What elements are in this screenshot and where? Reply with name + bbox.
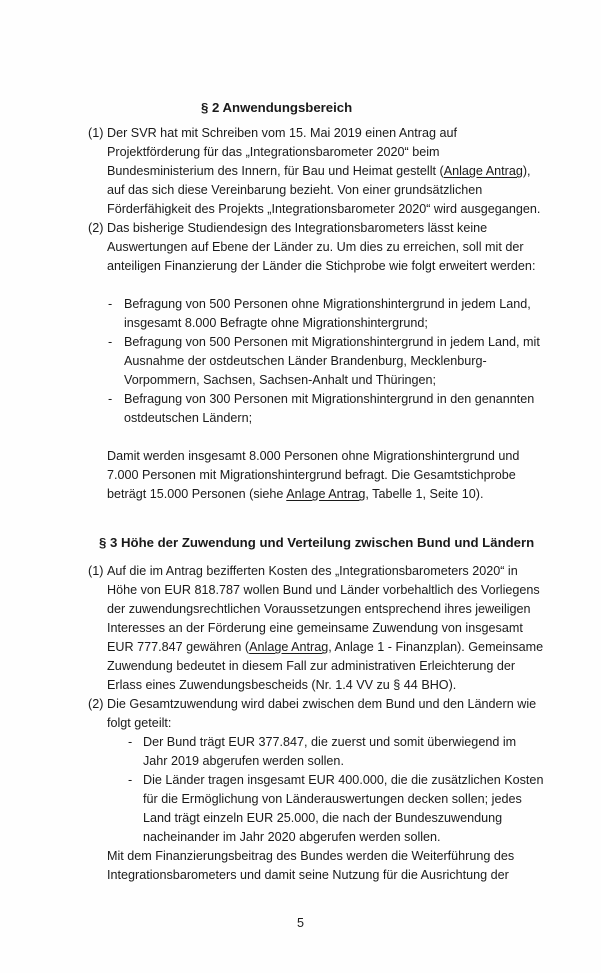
dash-bullet: -	[128, 735, 133, 749]
text-line: Der SVR hat mit Schreiben vom 15. Mai 2019 einen Antrag auf	[107, 126, 458, 140]
text-line: anteiligen Finanzierung der Länder die Stichprobe wie folgt erweitert werden:	[107, 259, 536, 273]
text-line: Mit dem Finanzierungsbeitrag des Bundes werden die Weiterführung des	[107, 849, 515, 863]
section-2-paragraph-1	[88, 124, 568, 219]
section-2-heading: § 2 Anwendungsbereich	[201, 100, 353, 115]
text-fragment: beträgt 15.000 Personen (siehe	[107, 487, 287, 501]
text-line-with-link	[107, 485, 568, 504]
section-3-paragraph-1	[88, 562, 568, 695]
paragraph-number: (2)	[88, 221, 104, 235]
text-line: insgesamt 8.000 Befragte ohne Migrationshintergrund;	[124, 316, 428, 330]
text-line: 7.000 Personen mit Migrationshintergrund befragt. Die Gesamtstichprobe	[107, 468, 516, 482]
text-fragment: , Anlage 1 - Finanzplan). Gemeinsame	[328, 640, 544, 654]
section-3-paragraph-2	[88, 695, 568, 733]
paragraph-number: (2)	[88, 697, 104, 711]
text-line: Jahr 2019 abgerufen werden sollen.	[143, 754, 344, 768]
text-line-with-link	[107, 162, 568, 181]
paragraph-number: (1)	[88, 564, 104, 578]
dash-bullet: -	[108, 335, 113, 349]
paragraph-number: (1)	[88, 126, 104, 140]
text-line: Interesses an der Förderung eine gemeinsame Zuwendung von insgesamt	[107, 621, 523, 635]
text-fragment: ),	[522, 164, 531, 178]
text-line: Auswertungen auf Ebene der Länder zu. Um dies zu erreichen, soll mit der	[107, 240, 524, 254]
section-2-summary	[88, 447, 568, 504]
dash-bullet: -	[108, 392, 113, 406]
text-line: Förderfähigkeit des Projekts „Integrationsbarometer 2020“ wird ausgegangen.	[107, 202, 541, 216]
text-fragment: EUR 777.847 gewähren (	[107, 640, 250, 654]
text-fragment: Bundesministerium des Innern, für Bau und Heimat gestellt (	[107, 164, 444, 178]
text-line: Auf die im Antrag bezifferten Kosten des „Integrationsbarometers 2020“ in	[107, 564, 518, 578]
text-line: Die Gesamtzuwendung wird dabei zwischen dem Bund und den Ländern wie	[107, 697, 537, 711]
text-line: der zuwendungsrechtlichen Voraussetzungen entsprechend ihres jeweiligen	[107, 602, 531, 616]
dash-bullet: -	[128, 773, 133, 787]
text-line: Ausnahme der ostdeutschen Länder Brandenburg, Mecklenburg-	[124, 354, 487, 368]
anlage-antrag-link[interactable]: Anlage Antrag	[443, 164, 523, 178]
text-line: ostdeutschen Ländern;	[124, 411, 253, 425]
text-line: Höhe von EUR 818.787 wollen Bund und Länder vorbehaltlich des Vorliegens	[107, 583, 540, 597]
list-item	[88, 733, 568, 771]
text-line: Zuwendung bedeutet in diesem Fall zur administrativen Erleichterung der	[107, 659, 516, 673]
text-line: Projektförderung für das „Integrationsbarometer 2020“ beim	[107, 145, 440, 159]
list-item	[88, 390, 568, 428]
list-item	[88, 771, 568, 847]
dash-bullet: -	[108, 297, 113, 311]
text-line: Damit werden insgesamt 8.000 Personen ohne Migrationshintergrund und	[107, 449, 520, 463]
section-2-bullet-list	[88, 295, 568, 428]
section-3-heading: § 3 Höhe der Zuwendung und Verteilung zwischen Bund und Ländern	[99, 535, 535, 550]
section-3-closing-text	[88, 847, 568, 885]
text-line: Die Länder tragen insgesamt EUR 400.000, die die zusätzlichen Kosten	[143, 773, 544, 787]
text-fragment: , Tabelle 1, Seite 10).	[365, 487, 484, 501]
text-line-with-link	[107, 638, 568, 657]
text-line: Erlass eines Zuwendungsbescheids (Nr. 1.4 VV zu § 44 BHO).	[107, 678, 457, 692]
list-item	[88, 333, 568, 390]
text-line: auf das sich diese Vereinbarung bezieht. Von einer grundsätzlichen	[107, 183, 483, 197]
text-line: für die Ermöglichung von Länderauswertungen decken sollen; jedes	[143, 792, 522, 806]
text-line: Der Bund trägt EUR 377.847, die zuerst und somit überwiegend im	[143, 735, 517, 749]
section-3-bullet-list	[88, 733, 568, 847]
anlage-antrag-link[interactable]: Anlage Antrag	[249, 640, 329, 654]
text-line: Das bisherige Studiendesign des Integrationsbarometers lässt keine	[107, 221, 488, 235]
page-number: 5	[297, 916, 305, 930]
text-line: Integrationsbarometers und damit seine Nutzung für die Ausrichtung der	[107, 868, 509, 882]
list-item	[88, 295, 568, 333]
text-line: Befragung von 500 Personen mit Migrationshintergrund in jedem Land, mit	[124, 335, 540, 349]
anlage-antrag-link[interactable]: Anlage Antrag	[286, 487, 366, 501]
text-line: folgt geteilt:	[107, 716, 172, 730]
text-line: Befragung von 300 Personen mit Migrationshintergrund in den genannten	[124, 392, 535, 406]
text-line: Land trägt einzeln EUR 25.000, die nach der Bundeszuwendung	[143, 811, 503, 825]
section-2-paragraph-2	[88, 219, 568, 276]
text-line: nacheinander im Jahr 2020 abgerufen werden sollen.	[143, 830, 441, 844]
text-line: Vorpommern, Sachsen, Sachsen-Anhalt und Thüringen;	[124, 373, 437, 387]
text-line: Befragung von 500 Personen ohne Migrationshintergrund in jedem Land,	[124, 297, 531, 311]
